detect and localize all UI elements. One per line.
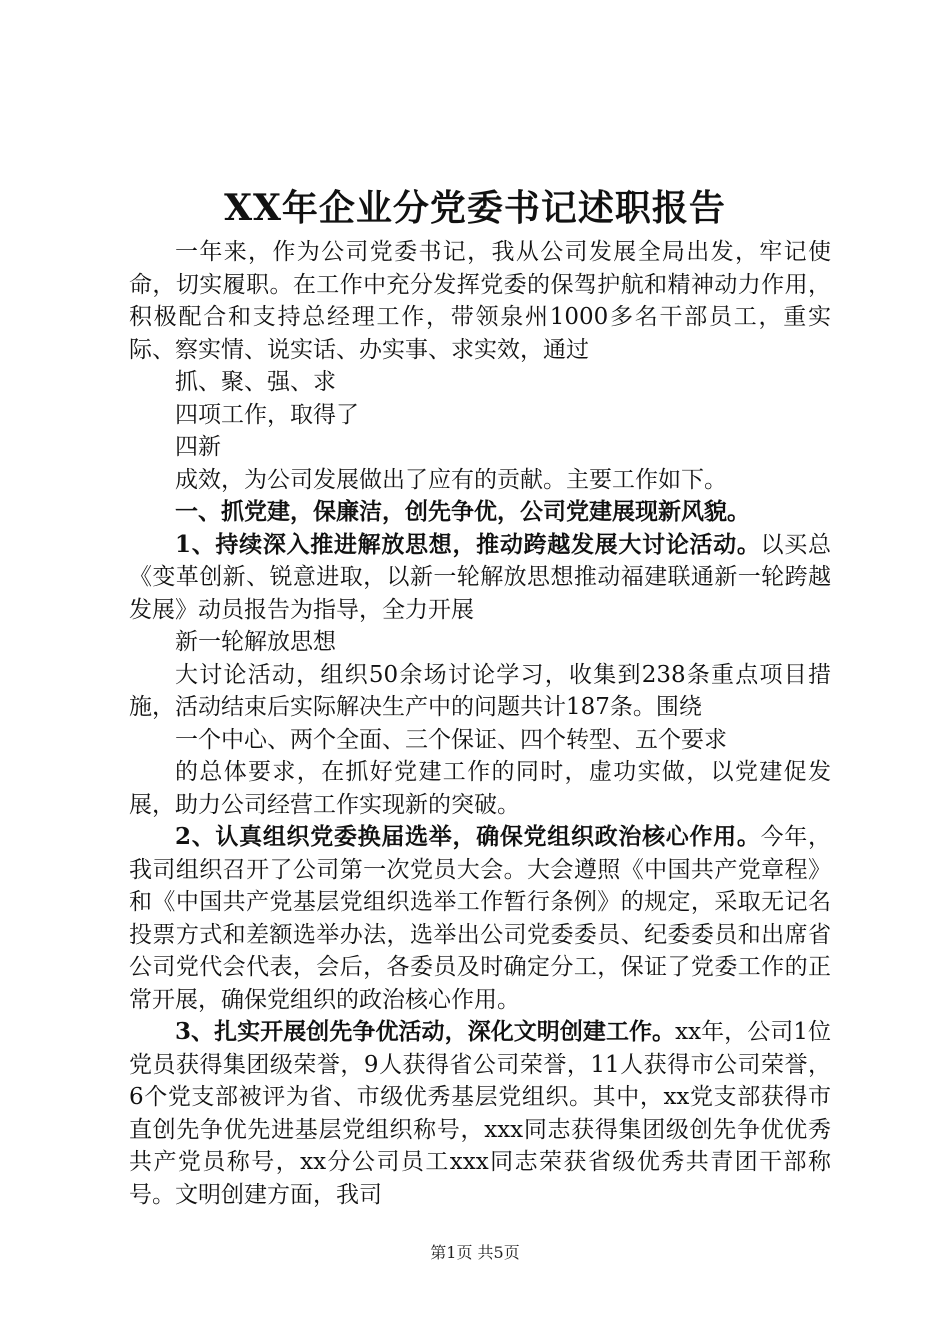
item-2-lead: 2、认真组织党委换届选举，确保党组织政治核心作用。 [175,823,761,850]
item-1-lead: 1、持续深入推进解放思想，推动跨越发展大讨论活动。 [175,530,761,558]
item-3-paragraph [129,1016,831,1211]
item-1-text: 以买总《变革创新、锐意进取，以新一轮解放思想推动福建联通新一轮跨越发展》动员报告为指导，全力开展 [129,531,831,623]
item-1-line-1: 新一轮解放思想 [175,629,336,655]
intro-paragraph: 一年来，作为公司党委书记，我从公司发展全局出发，牢记使命，切实履职。在工作中充分发挥党委的保驾护航和精神动力作用，积极配合和支持总经理工作，带领泉州1000多名干部员工，重实际、察实情、说实话、办实事、求实效，通过 [129,239,831,363]
item-3-text: xx年，公司1位党员获得集团级荣誉，9人获得省公司荣誉，11人获得市公司荣誉，6个党支部被评为省、市级优秀基层党组织。其中，xx党支部获得市直创先争优先进基层党组织称号，xxx同志获得集团级创先争优优秀共产党员称号，xx分公司员工xxx同志荣获省级优秀共青团干部称号。文明创建方面，我司 [129,1019,831,1208]
item-1-paragraph-3: 的总体要求，在抓好党建工作的同时，虚功实做，以党建促发展，助力公司经营工作实现新的突破。 [129,759,831,818]
intro-line-2: 四项工作，取得了 [175,401,359,428]
item-2-text: 今年，我司组织召开了公司第一次党员大会。大会遵照《中国共产党章程》和《中国共产党基层党组织选举工作暂行条例》的规定，采取无记名投票方式和差额选举办法，选举出公司党委委员、纪委委员和出席省公司党代会代表，会后，各委员及时确定分工，保证了党委工作的正常开展，确保党组织的政治核心作用。 [129,824,831,1013]
intro-line-1: 抓、聚、强、求 [175,369,336,395]
intro-line-4: 成效，为公司发展做出了应有的贡献。主要工作如下。 [175,466,727,493]
document-body [129,236,831,1211]
item-3-lead: 3、扎实开展创先争优活动，深化文明创建工作。 [175,1018,676,1045]
section-1-heading: 一、抓党建，保廉洁，创先争优，公司党建展现新风貌。 [175,498,750,525]
intro-line-3: 四新 [175,434,221,460]
document-title: XX年企业分党委书记述职报告 [224,187,726,229]
page-footer: 第1页 共5页 [430,1243,520,1262]
item-2-paragraph [129,821,831,1016]
item-1-paragraph [129,529,831,627]
item-1-line-2: 一个中心、两个全面、三个保证、四个转型、五个要求 [175,726,727,753]
item-1-paragraph-2: 大讨论活动，组织50余场讨论学习，收集到238条重点项目措施，活动结束后实际解决生产中的问题共计187条。围绕 [129,661,831,720]
